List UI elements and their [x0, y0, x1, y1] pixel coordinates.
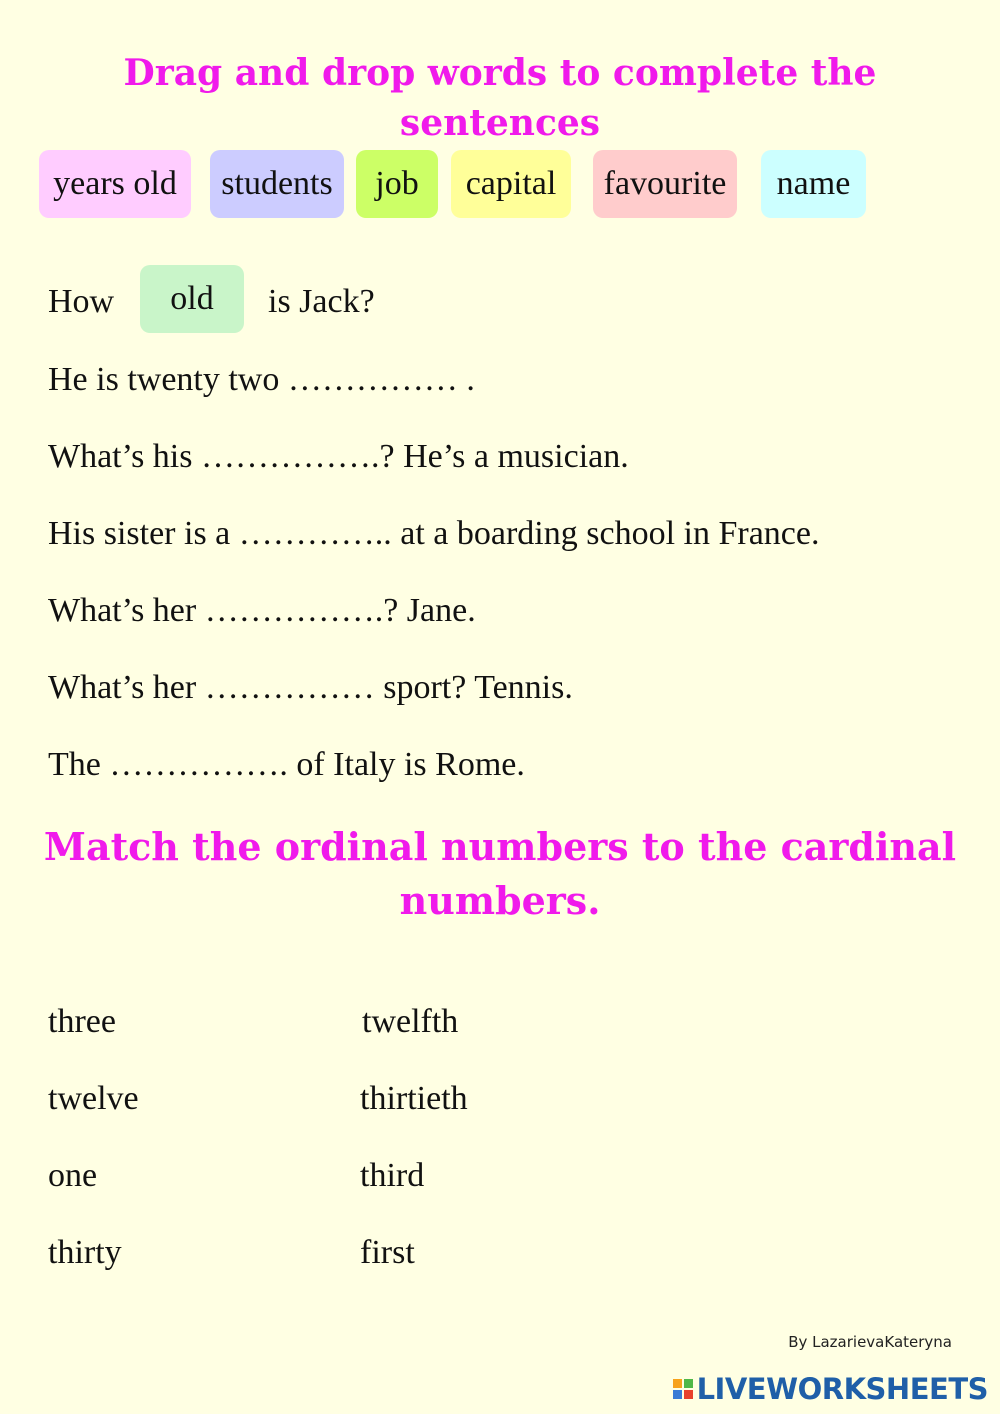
- cardinal-word-4[interactable]: thirty: [48, 1234, 122, 1271]
- sentence-7[interactable]: The ……………. of Italy is Rome.: [48, 746, 525, 783]
- section1-title-line2: sentences: [399, 102, 601, 144]
- word-chip-students[interactable]: students: [210, 150, 344, 218]
- section2-title: [40, 820, 960, 928]
- cardinal-word-1[interactable]: three: [48, 1003, 116, 1040]
- cardinal-word-3[interactable]: one: [48, 1157, 98, 1194]
- sentence-5[interactable]: What’s her …………….? Jane.: [48, 592, 476, 629]
- ordinal-word-3[interactable]: third: [360, 1157, 425, 1194]
- ordinal-word-1[interactable]: twelfth: [362, 1003, 459, 1040]
- word-chip-name[interactable]: name: [761, 150, 866, 218]
- question-1-before: How: [48, 283, 115, 320]
- liveworksheets-logo-icon: [673, 1379, 693, 1399]
- sentence-3[interactable]: What’s his …………….? He’s a musician.: [48, 438, 629, 475]
- word-chip-job[interactable]: job: [356, 150, 438, 218]
- brand-wordmark: LIVEWORKSHEETS: [696, 1372, 988, 1406]
- question-1-after: is Jack?: [268, 283, 375, 320]
- word-chip-years-old[interactable]: years old: [39, 150, 191, 218]
- sentence-2[interactable]: He is twenty two …………… .: [48, 361, 475, 398]
- drop-box-answer-old[interactable]: old: [140, 265, 244, 333]
- ordinal-word-2[interactable]: thirtieth: [360, 1080, 468, 1117]
- section2-title-line2: numbers.: [399, 878, 601, 923]
- cardinal-word-2[interactable]: twelve: [48, 1080, 139, 1117]
- word-bank: [0, 150, 1000, 220]
- sentence-6[interactable]: What’s her …………… sport? Tennis.: [48, 669, 573, 706]
- word-chip-capital[interactable]: capital: [451, 150, 571, 218]
- sentence-4[interactable]: His sister is a ………….. at a boarding school in France.: [48, 515, 820, 552]
- section1-title: [40, 48, 960, 148]
- word-chip-favourite[interactable]: favourite: [593, 150, 737, 218]
- author-credit: By LazarievaKateryna: [788, 1333, 952, 1351]
- liveworksheets-brand[interactable]: [673, 1372, 988, 1406]
- ordinal-word-4[interactable]: first: [360, 1234, 415, 1271]
- section1-title-line1: Drag and drop words to complete the: [123, 52, 877, 94]
- section2-title-line1: Match the ordinal numbers to the cardinal: [43, 824, 957, 869]
